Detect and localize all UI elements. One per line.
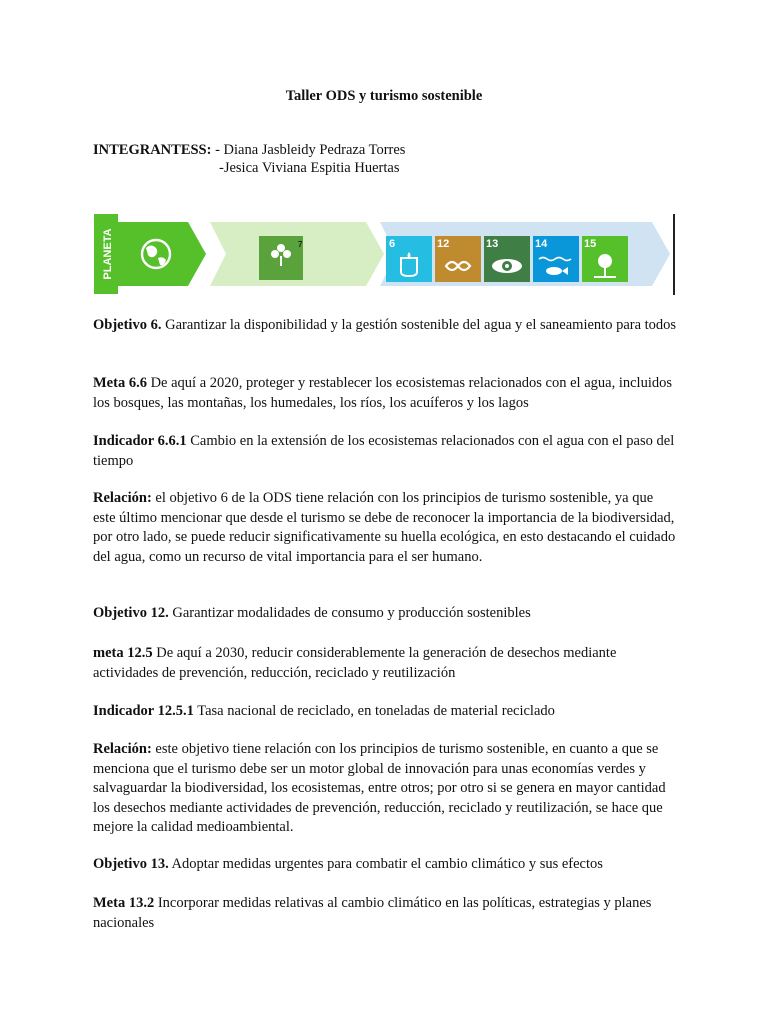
planeta-label: PLANETA [101,228,114,280]
svg-text:6: 6 [389,238,396,250]
section-meta-6-6 [93,374,678,413]
svg-text:13: 13 [486,238,499,250]
section-text: el objetivo 6 de la ODS tiene relación con los principios de turismo sostenible, ya que este último mencionar que desde el turismo se debe de reconocer la importancia de la biodiversidad, por otro lado, se puede reducir significativamente su huella ecológica, en esto destacando el cuidado del agua, como un recurso de vital importancia para el ser humano. [93,490,676,565]
section-objetivo-12 [93,604,678,624]
svg-text:15: 15 [584,238,597,250]
section-label: Indicador 6.6.1 [93,433,187,449]
mdg7-badge [259,236,303,280]
mdg7-number: 7 [298,240,303,249]
section-text: De aquí a 2030, reducir considerablemente la generación de desechos mediante actividades de prevención, reducción, reciclado y reutilización [93,645,617,681]
section-text: Adoptar medidas urgentes para combatir el cambio climático y sus efectos [168,856,603,872]
section-label: Relación: [93,741,152,757]
section-label: Objetivo 12. [93,605,169,621]
members-label: INTEGRANTESS: [93,142,212,158]
section-label: Meta 13.2 [93,895,155,911]
section-text: Incorporar medidas relativas al cambio climático en las políticas, estrategias y planes nacionales [93,895,652,931]
svg-text:12: 12 [437,238,450,250]
section-label: Objetivo 13. [93,856,169,872]
sdg12-icon [435,236,481,282]
member-1: - Diana Jasbleidy Pedraza Torres [215,142,406,158]
sdg-planeta-banner [94,214,676,294]
section-text: Garantizar modalidades de consumo y producción sostenibles [168,605,531,621]
section-text: Garantizar la disponibilidad y la gestión sostenible del agua y el saneamiento para todos [161,317,677,333]
members-block [93,141,405,177]
section-label: Relación: [93,490,152,506]
section-text: Cambio en la extensión de los ecosistemas relacionados con el agua con el paso del tiempo [93,433,675,469]
section-label: Indicador 12.5.1 [93,703,194,719]
section-meta-13-2 [93,894,678,933]
section-text: Tasa nacional de reciclado, en toneladas de material reciclado [193,703,555,719]
sdg13-icon [484,236,530,282]
section-objetivo-6 [93,316,678,336]
banner-divider [673,214,675,295]
sdg14-icon [533,236,579,282]
section-indicador-6-6-1 [93,432,678,471]
section-label: Meta 6.6 [93,375,147,391]
sdg15-icon [582,236,628,282]
section-relacion-6 [93,489,678,567]
section-indicador-12-5-1 [93,702,678,722]
section-text: De aquí a 2020, proteger y restablecer los ecosistemas relacionados con el agua, incluidos los bosques, las montañas, los humedales, los ríos, los acuíferos y los lagos [93,375,672,411]
section-objetivo-13 [93,855,678,875]
section-text: este objetivo tiene relación con los principios de turismo sostenible, en cuanto a que se menciona que el turismo debe ser un motor global de innovación para unas economías verdes y salvaguardar la biodiversidad, los ecosistemas, entre otros; por otro si se genera en mayor cantidad los desechos mediante actividades de prevención, reducción, reciclado y reutilización, se hace que mejore la calidad medioambiental. [93,741,666,835]
section-meta-12-5 [93,644,678,683]
planeta-arrow [118,222,206,286]
document-title: Taller ODS y turismo sostenible [285,88,483,104]
section-label: meta 12.5 [93,645,153,661]
member-2: -Jesica Viviana Espitia Huertas [219,160,400,176]
svg-text:14: 14 [535,238,548,250]
section-relacion-12 [93,740,678,838]
section-label: Objetivo 6. [93,317,162,333]
sdg6-icon [386,236,432,282]
